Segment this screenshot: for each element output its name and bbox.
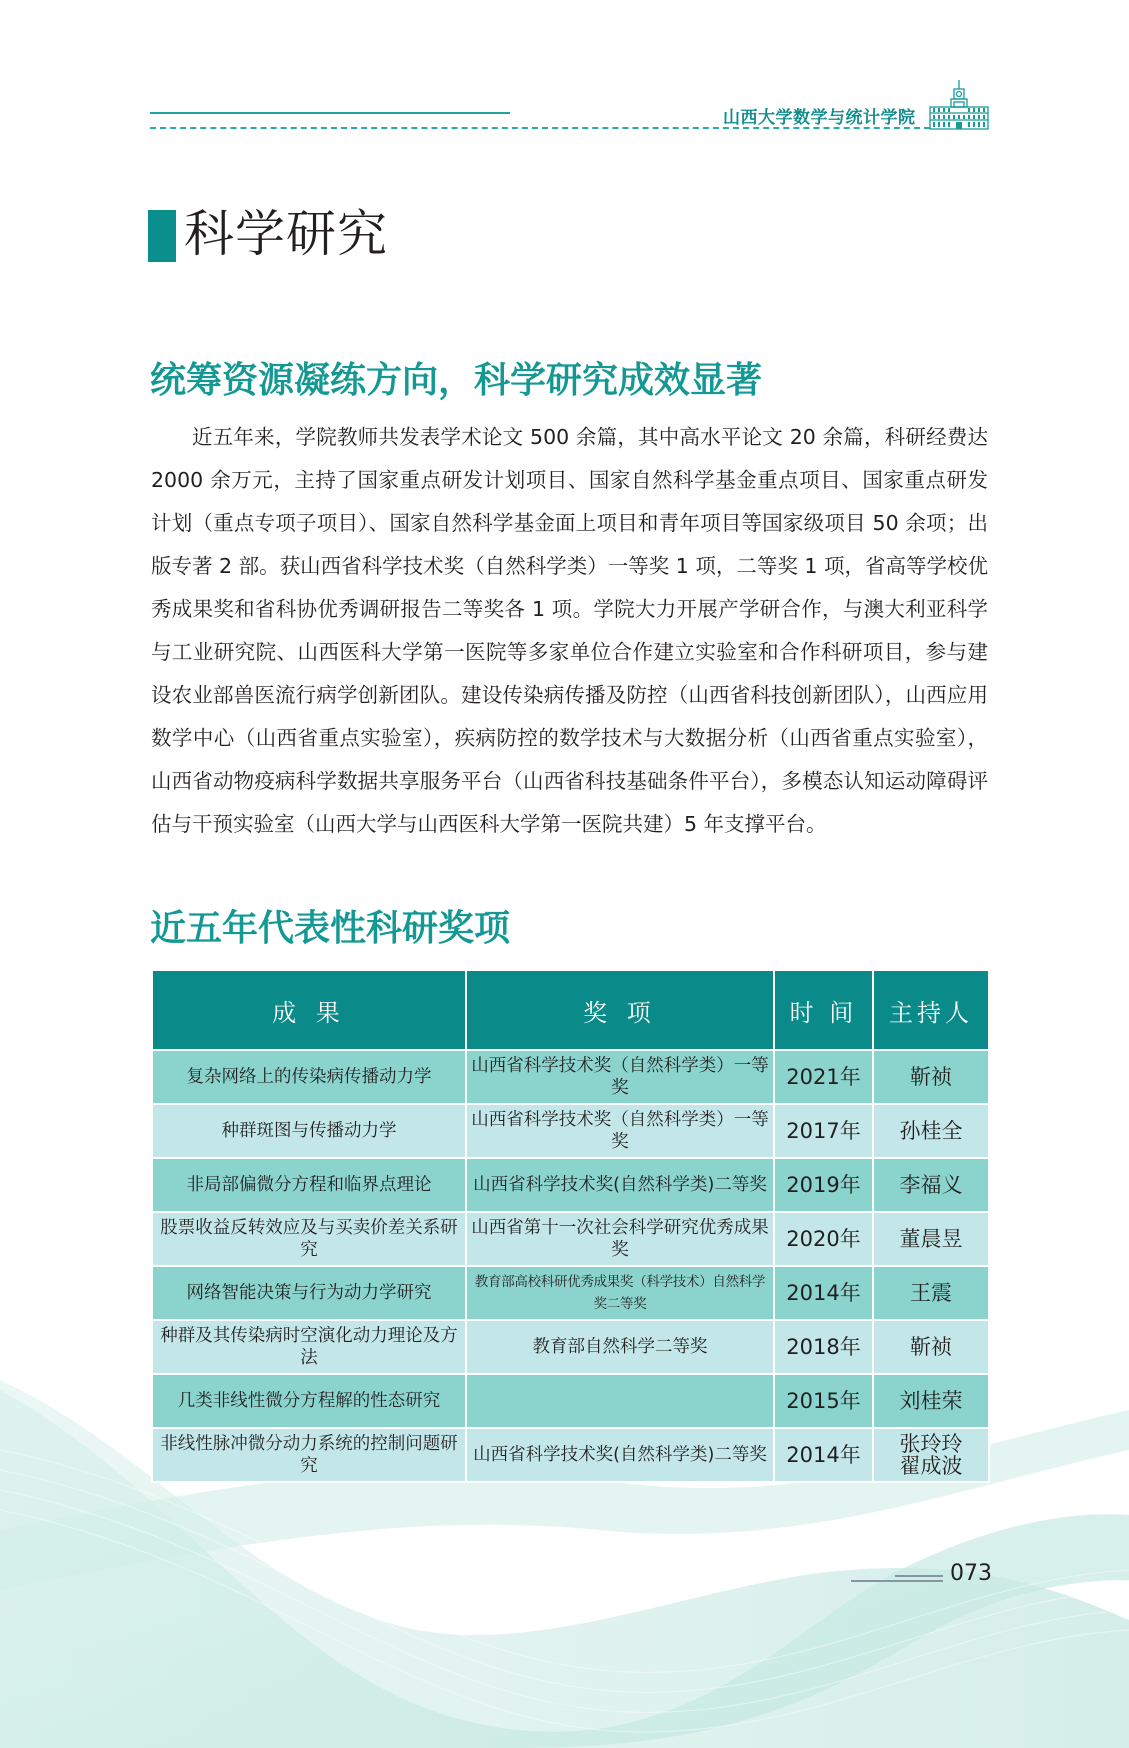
cell-host: 孙桂全 bbox=[873, 1104, 989, 1158]
cell-host: 刘桂荣 bbox=[873, 1374, 989, 1428]
cell-host: 董晨昱 bbox=[873, 1212, 989, 1266]
table-header-row bbox=[152, 970, 989, 1050]
host-name-1: 张玲玲 bbox=[899, 1432, 963, 1456]
column-header-award: 奖 项 bbox=[466, 970, 774, 1050]
cell-result: 复杂网络上的传染病传播动力学 bbox=[152, 1050, 466, 1104]
cell-award: 山西省科学技术奖(自然科学类)二等奖 bbox=[466, 1158, 774, 1212]
table-row bbox=[152, 1428, 989, 1482]
cell-award: 山西省科学技术奖(自然科学类)二等奖 bbox=[466, 1428, 774, 1482]
table-row bbox=[152, 1374, 989, 1428]
cell-host: 李福义 bbox=[873, 1158, 989, 1212]
cell-result: 非局部偏微分方程和临界点理论 bbox=[152, 1158, 466, 1212]
table-row bbox=[152, 1266, 989, 1320]
cell-result: 网络智能决策与行为动力学研究 bbox=[152, 1266, 466, 1320]
cell-result: 几类非线性微分方程解的性态研究 bbox=[152, 1374, 466, 1428]
cell-result: 非线性脉冲微分动力系统的控制问题研究 bbox=[152, 1428, 466, 1482]
section-heading-research-results: 统筹资源凝练方向，科学研究成效显著 bbox=[150, 359, 763, 401]
cell-result: 种群斑图与传播动力学 bbox=[152, 1104, 466, 1158]
header-solid-rule bbox=[150, 112, 510, 114]
cell-year: 2017年 bbox=[774, 1104, 873, 1158]
cell-result: 股票收益反转效应及与买卖价差关系研究 bbox=[152, 1212, 466, 1266]
cell-host: 靳祯 bbox=[873, 1050, 989, 1104]
cell-host: 靳祯 bbox=[873, 1320, 989, 1374]
cell-award: 教育部高校科研优秀成果奖（科学技术）自然科学奖二等奖 bbox=[466, 1266, 774, 1320]
cell-year: 2021年 bbox=[774, 1050, 873, 1104]
column-header-host: 主持人 bbox=[873, 970, 989, 1050]
cell-year: 2019年 bbox=[774, 1158, 873, 1212]
cell-host: 王震 bbox=[873, 1266, 989, 1320]
page-number: 073 bbox=[950, 1561, 992, 1586]
cell-host bbox=[873, 1428, 989, 1482]
page-title: 科学研究 bbox=[184, 205, 388, 263]
host-name-2: 翟成波 bbox=[899, 1454, 963, 1478]
school-name: 山西大学数学与统计学院 bbox=[723, 108, 916, 128]
page-number-rule-long bbox=[851, 1580, 943, 1582]
table-row bbox=[152, 1212, 989, 1266]
column-header-time: 时 间 bbox=[774, 970, 873, 1050]
cell-award: 山西省科学技术奖（自然科学类）一等奖 bbox=[466, 1050, 774, 1104]
cell-award: 教育部自然科学二等奖 bbox=[466, 1320, 774, 1374]
page-number-rule-short bbox=[895, 1575, 943, 1577]
section-heading-awards: 近五年代表性科研奖项 bbox=[150, 907, 511, 949]
cell-year: 2018年 bbox=[774, 1320, 873, 1374]
table-row bbox=[152, 1104, 989, 1158]
awards-table bbox=[151, 969, 990, 1483]
cell-year: 2015年 bbox=[774, 1374, 873, 1428]
cell-year: 2014年 bbox=[774, 1428, 873, 1482]
table-row bbox=[152, 1158, 989, 1212]
table-row bbox=[152, 1050, 989, 1104]
cell-year: 2020年 bbox=[774, 1212, 873, 1266]
research-summary-paragraph: 近五年来，学院教师共发表学术论文 500 余篇，其中高水平论文 20 余篇，科研经费达 2000 余万元，主持了国家重点研发计划项目、国家自然科学基金重点项目、国家重点研发计划（重点专项子项目）、国家自然科学基金面上项目和青年项目等国家级项目 50 余项；出版专著 2 部。获山西省科学技术奖（自然科学类）一等奖 1 项，二等奖 1 项，省高等学校优秀成果奖和省科协优秀调研报告二等奖各 1 项。学院大力开展产学研合作，与澳大利亚科学与工业研究院、山西医科大学第一医院等多家单位合作建立实验室和合作科研项目，参与建设农业部兽医流行病学创新团队。建设传染病传播及防控（山西省科技创新团队），山西应用数学中心（山西省重点实验室），疾病防控的数学技术与大数据分析（山西省重点实验室），山西省动物疫病科学数据共享服务平台（山西省科技基础条件平台），多模态认知运动障碍评估与干预实验室（山西大学与山西医科大学第一医院共建）5 年支撑平台。 bbox=[151, 425, 988, 836]
cell-year: 2014年 bbox=[774, 1266, 873, 1320]
university-building-icon bbox=[928, 80, 990, 132]
column-header-result: 成 果 bbox=[152, 970, 466, 1050]
cell-award: 山西省第十一次社会科学研究优秀成果奖 bbox=[466, 1212, 774, 1266]
table-row bbox=[152, 1320, 989, 1374]
cell-award: 山西省科学技术奖（自然科学类）一等奖 bbox=[466, 1104, 774, 1158]
title-accent-bar bbox=[148, 210, 176, 262]
cell-result: 种群及其传染病时空演化动力理论及方法 bbox=[152, 1320, 466, 1374]
cell-award bbox=[466, 1374, 774, 1428]
